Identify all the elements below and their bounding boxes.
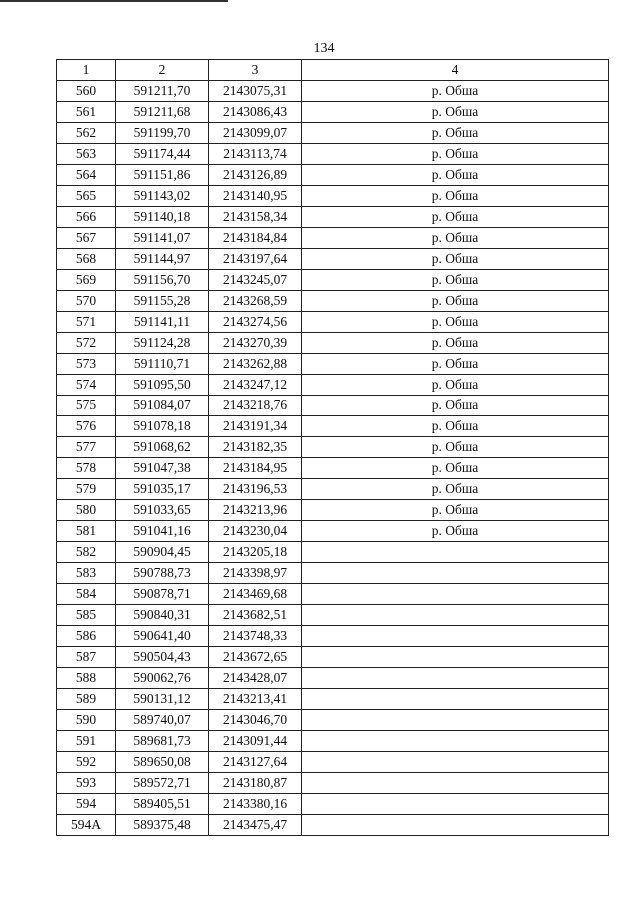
x-coordinate-cell: 591174,44: [116, 143, 209, 164]
description-cell: р. Обша: [302, 185, 609, 206]
point-number-cell: 585: [57, 605, 116, 626]
table-row: [57, 332, 609, 353]
y-coordinate-cell: 2143196,53: [209, 479, 302, 500]
point-number-cell: 572: [57, 332, 116, 353]
table-row: [57, 793, 609, 814]
x-coordinate-cell: 591140,18: [116, 206, 209, 227]
point-number-cell: 564: [57, 164, 116, 185]
y-coordinate-cell: 2143380,16: [209, 793, 302, 814]
x-coordinate-cell: 589375,48: [116, 814, 209, 835]
x-coordinate-cell: 591035,17: [116, 479, 209, 500]
description-cell: р. Обша: [302, 332, 609, 353]
x-coordinate-cell: 591143,02: [116, 185, 209, 206]
table-row: [57, 710, 609, 731]
top-rule: [0, 0, 228, 2]
description-cell: р. Обша: [302, 143, 609, 164]
description-cell: р. Обша: [302, 458, 609, 479]
table-row: [57, 479, 609, 500]
x-coordinate-cell: 591068,62: [116, 437, 209, 458]
table-row: [57, 605, 609, 626]
table-row: [57, 290, 609, 311]
table-row: [57, 164, 609, 185]
table-row: [57, 689, 609, 710]
point-number-cell: 590: [57, 710, 116, 731]
y-coordinate-cell: 2143213,96: [209, 500, 302, 521]
point-number-cell: 565: [57, 185, 116, 206]
description-cell: [302, 814, 609, 835]
x-coordinate-cell: 591211,70: [116, 80, 209, 101]
y-coordinate-cell: 2143191,34: [209, 416, 302, 437]
point-number-cell: 570: [57, 290, 116, 311]
y-coordinate-cell: 2143230,04: [209, 521, 302, 542]
point-number-cell: 593: [57, 772, 116, 793]
x-coordinate-cell: 591141,11: [116, 311, 209, 332]
table-body: [57, 80, 609, 835]
x-coordinate-cell: 591078,18: [116, 416, 209, 437]
description-cell: р. Обша: [302, 479, 609, 500]
table-row: [57, 269, 609, 290]
table-row: [57, 374, 609, 395]
description-cell: [302, 710, 609, 731]
description-cell: р. Обша: [302, 80, 609, 101]
point-number-cell: 582: [57, 542, 116, 563]
table-row: [57, 311, 609, 332]
point-number-cell: 592: [57, 751, 116, 772]
table-row: [57, 731, 609, 752]
point-number-cell: 560: [57, 80, 116, 101]
y-coordinate-cell: 2143126,89: [209, 164, 302, 185]
point-number-cell: 588: [57, 668, 116, 689]
y-coordinate-cell: 2143247,12: [209, 374, 302, 395]
x-coordinate-cell: 589650,08: [116, 751, 209, 772]
y-coordinate-cell: 2143099,07: [209, 122, 302, 143]
x-coordinate-cell: 591041,16: [116, 521, 209, 542]
point-number-cell: 567: [57, 227, 116, 248]
y-coordinate-cell: 2143672,65: [209, 647, 302, 668]
x-coordinate-cell: 591144,97: [116, 248, 209, 269]
header-col-1: 1: [57, 60, 116, 81]
table-row: [57, 248, 609, 269]
x-coordinate-cell: 591151,86: [116, 164, 209, 185]
x-coordinate-cell: 591110,71: [116, 353, 209, 374]
header-col-4: 4: [302, 60, 609, 81]
description-cell: р. Обша: [302, 206, 609, 227]
description-cell: р. Обша: [302, 311, 609, 332]
description-cell: [302, 751, 609, 772]
point-number-cell: 594А: [57, 814, 116, 835]
y-coordinate-cell: 2143428,07: [209, 668, 302, 689]
x-coordinate-cell: 591211,68: [116, 101, 209, 122]
x-coordinate-cell: 590788,73: [116, 563, 209, 584]
table-row: [57, 227, 609, 248]
y-coordinate-cell: 2143213,41: [209, 689, 302, 710]
point-number-cell: 578: [57, 458, 116, 479]
description-cell: р. Обша: [302, 395, 609, 416]
table-row: [57, 101, 609, 122]
table-row: [57, 437, 609, 458]
y-coordinate-cell: 2143046,70: [209, 710, 302, 731]
point-number-cell: 577: [57, 437, 116, 458]
y-coordinate-cell: 2143091,44: [209, 731, 302, 752]
description-cell: р. Обша: [302, 227, 609, 248]
y-coordinate-cell: 2143268,59: [209, 290, 302, 311]
x-coordinate-cell: 589572,71: [116, 772, 209, 793]
table-row: [57, 772, 609, 793]
table-row: [57, 542, 609, 563]
point-number-cell: 563: [57, 143, 116, 164]
y-coordinate-cell: 2143197,64: [209, 248, 302, 269]
x-coordinate-cell: 590904,45: [116, 542, 209, 563]
table-row: [57, 206, 609, 227]
y-coordinate-cell: 2143218,76: [209, 395, 302, 416]
table-header-row: [57, 60, 609, 81]
point-number-cell: 587: [57, 647, 116, 668]
x-coordinate-cell: 589681,73: [116, 731, 209, 752]
description-cell: р. Обша: [302, 416, 609, 437]
description-cell: [302, 668, 609, 689]
point-number-cell: 584: [57, 584, 116, 605]
description-cell: [302, 731, 609, 752]
y-coordinate-cell: 2143274,56: [209, 311, 302, 332]
table-row: [57, 668, 609, 689]
description-cell: [302, 647, 609, 668]
x-coordinate-cell: 589405,51: [116, 793, 209, 814]
description-cell: р. Обша: [302, 353, 609, 374]
table-row: [57, 80, 609, 101]
page-number: 134: [313, 41, 335, 56]
table-row: [57, 185, 609, 206]
x-coordinate-cell: 591141,07: [116, 227, 209, 248]
description-cell: р. Обша: [302, 290, 609, 311]
description-cell: [302, 584, 609, 605]
x-coordinate-cell: 591033,65: [116, 500, 209, 521]
point-number-cell: 589: [57, 689, 116, 710]
table-row: [57, 500, 609, 521]
x-coordinate-cell: 591124,28: [116, 332, 209, 353]
description-cell: [302, 542, 609, 563]
description-cell: р. Обша: [302, 374, 609, 395]
x-coordinate-cell: 591199,70: [116, 122, 209, 143]
y-coordinate-cell: 2143262,88: [209, 353, 302, 374]
point-number-cell: 591: [57, 731, 116, 752]
table-row: [57, 143, 609, 164]
table-row: [57, 814, 609, 835]
y-coordinate-cell: 2143180,87: [209, 772, 302, 793]
point-number-cell: 566: [57, 206, 116, 227]
y-coordinate-cell: 2143205,18: [209, 542, 302, 563]
x-coordinate-cell: 590504,43: [116, 647, 209, 668]
x-coordinate-cell: 589740,07: [116, 710, 209, 731]
y-coordinate-cell: 2143682,51: [209, 605, 302, 626]
point-number-cell: 586: [57, 626, 116, 647]
table-row: [57, 416, 609, 437]
y-coordinate-cell: 2143184,84: [209, 227, 302, 248]
table-row: [57, 395, 609, 416]
table-row: [57, 563, 609, 584]
x-coordinate-cell: 590131,12: [116, 689, 209, 710]
table-row: [57, 751, 609, 772]
header-col-3: 3: [209, 60, 302, 81]
y-coordinate-cell: 2143086,43: [209, 101, 302, 122]
table-row: [57, 626, 609, 647]
description-cell: р. Обша: [302, 521, 609, 542]
y-coordinate-cell: 2143270,39: [209, 332, 302, 353]
header-col-2: 2: [116, 60, 209, 81]
y-coordinate-cell: 2143398,97: [209, 563, 302, 584]
y-coordinate-cell: 2143182,35: [209, 437, 302, 458]
x-coordinate-cell: 591084,07: [116, 395, 209, 416]
table-row: [57, 122, 609, 143]
point-number-cell: 573: [57, 353, 116, 374]
x-coordinate-cell: 591156,70: [116, 269, 209, 290]
description-cell: [302, 689, 609, 710]
description-cell: р. Обша: [302, 500, 609, 521]
description-cell: [302, 626, 609, 647]
point-number-cell: 594: [57, 793, 116, 814]
y-coordinate-cell: 2143475,47: [209, 814, 302, 835]
description-cell: [302, 772, 609, 793]
table-row: [57, 458, 609, 479]
description-cell: р. Обша: [302, 122, 609, 143]
description-cell: р. Обша: [302, 164, 609, 185]
x-coordinate-cell: 591155,28: [116, 290, 209, 311]
y-coordinate-cell: 2143245,07: [209, 269, 302, 290]
coordinates-table: [56, 59, 609, 836]
description-cell: [302, 563, 609, 584]
description-cell: р. Обша: [302, 269, 609, 290]
point-number-cell: 571: [57, 311, 116, 332]
point-number-cell: 568: [57, 248, 116, 269]
x-coordinate-cell: 591047,38: [116, 458, 209, 479]
table-row: [57, 647, 609, 668]
y-coordinate-cell: 2143113,74: [209, 143, 302, 164]
y-coordinate-cell: 2143140,95: [209, 185, 302, 206]
table-row: [57, 353, 609, 374]
x-coordinate-cell: 590062,76: [116, 668, 209, 689]
table-row: [57, 521, 609, 542]
description-cell: р. Обша: [302, 248, 609, 269]
point-number-cell: 579: [57, 479, 116, 500]
point-number-cell: 574: [57, 374, 116, 395]
description-cell: [302, 605, 609, 626]
point-number-cell: 583: [57, 563, 116, 584]
y-coordinate-cell: 2143158,34: [209, 206, 302, 227]
table-row: [57, 584, 609, 605]
point-number-cell: 576: [57, 416, 116, 437]
point-number-cell: 580: [57, 500, 116, 521]
x-coordinate-cell: 590878,71: [116, 584, 209, 605]
y-coordinate-cell: 2143469,68: [209, 584, 302, 605]
y-coordinate-cell: 2143075,31: [209, 80, 302, 101]
x-coordinate-cell: 591095,50: [116, 374, 209, 395]
point-number-cell: 562: [57, 122, 116, 143]
description-cell: р. Обша: [302, 437, 609, 458]
point-number-cell: 561: [57, 101, 116, 122]
point-number-cell: 569: [57, 269, 116, 290]
y-coordinate-cell: 2143127,64: [209, 751, 302, 772]
point-number-cell: 581: [57, 521, 116, 542]
description-cell: р. Обша: [302, 101, 609, 122]
x-coordinate-cell: 590641,40: [116, 626, 209, 647]
y-coordinate-cell: 2143748,33: [209, 626, 302, 647]
description-cell: [302, 793, 609, 814]
x-coordinate-cell: 590840,31: [116, 605, 209, 626]
y-coordinate-cell: 2143184,95: [209, 458, 302, 479]
point-number-cell: 575: [57, 395, 116, 416]
